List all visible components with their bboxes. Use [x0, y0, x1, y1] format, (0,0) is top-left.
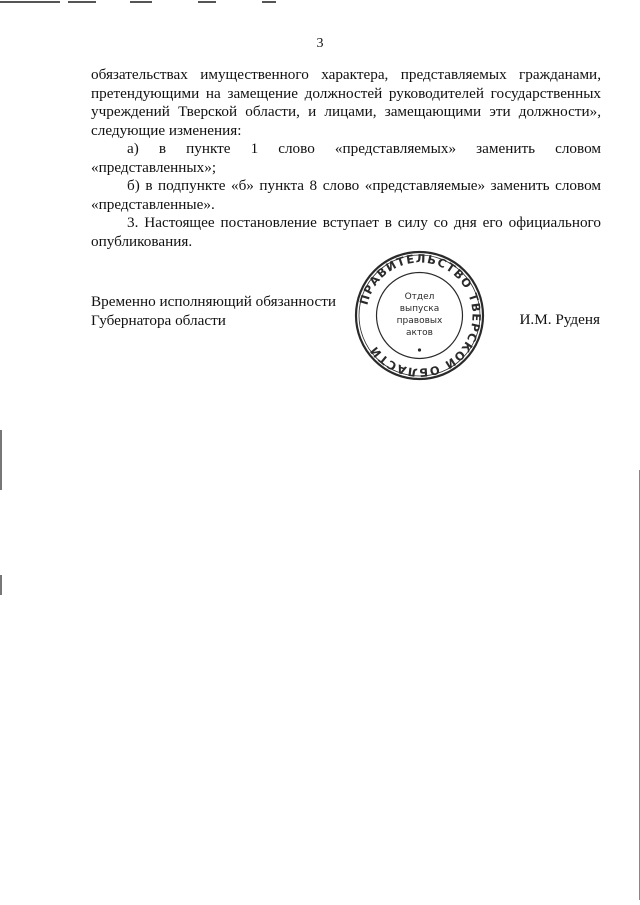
seal-center-line4: актов	[405, 328, 434, 338]
seal-ring-textpath: ПРАВИТЕЛЬСТВО ТВЕРСКОЙ ОБЛАСТИ	[356, 251, 484, 380]
seal-bottom-dot	[418, 348, 421, 351]
signatory-position-line1: Временно исполняющий обязанности	[91, 293, 337, 310]
scan-left-edge-mark	[0, 430, 2, 490]
p3-line1: б) в подпункте «б» пункта 8 слово «представляемые» заменить словом	[127, 177, 601, 194]
seal-center-line1: Отдел	[404, 292, 435, 302]
scan-left-edge-mark	[0, 575, 2, 595]
p1-line3: учреждений Тверской области, и лицами, замещающими эти должности»,	[91, 103, 601, 120]
document-body	[91, 66, 601, 251]
p1-line4: следующие изменения:	[91, 121, 242, 139]
p1-line1: обязательствах имущественного характера, представляемых гражданами,	[91, 66, 601, 83]
p4-line2: опубликования.	[91, 232, 193, 250]
official-seal	[353, 249, 486, 382]
signatory-position-line2: Губернатора области	[91, 311, 226, 329]
p3-line2: «представленные».	[91, 195, 215, 213]
p1-line2: претендующими на замещение должностей руководителей государственных	[91, 84, 601, 102]
scan-top-edge	[0, 0, 640, 8]
signatory-name: И.М. Руденя	[519, 311, 600, 328]
seal-center-line3: правовых	[396, 316, 443, 326]
p2-line2: «представленных»;	[91, 158, 217, 176]
p2-line1: а) в пункте 1 слово «представляемых» заменить словом	[127, 140, 601, 157]
p4-line1: 3. Настоящее постановление вступает в силу со дня его официального	[127, 214, 601, 231]
page-number: 3	[316, 36, 324, 51]
seal-center-line2: выпуска	[399, 304, 440, 314]
